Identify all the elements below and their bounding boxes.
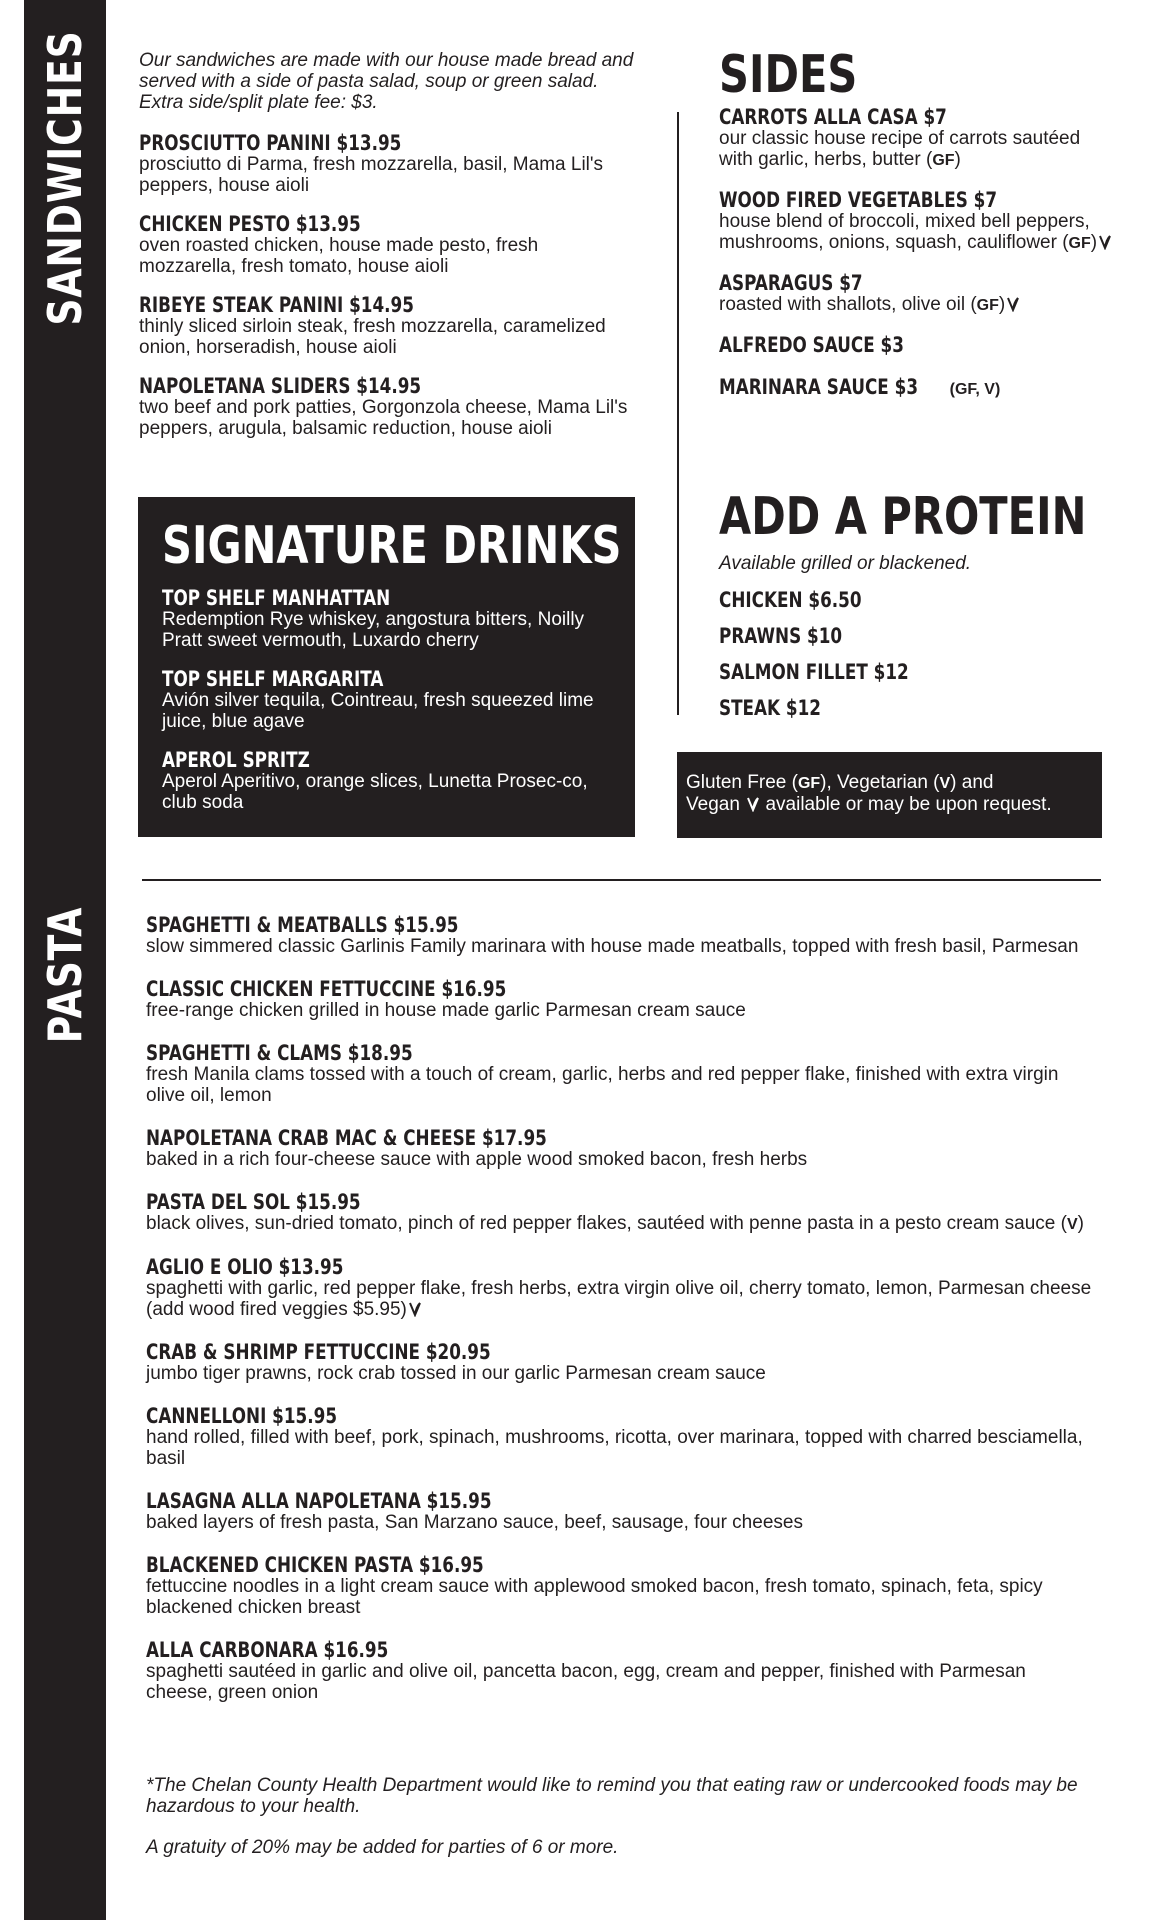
menu-item (139, 294, 639, 358)
menu-item (146, 1639, 1096, 1703)
item-title: BLACKENED CHICKEN PASTA $16.95 (146, 1553, 484, 1577)
item-title: CANNELLONI $15.95 (146, 1404, 338, 1428)
menu-item (146, 1405, 1096, 1469)
item-title: NAPOLETANA SLIDERS $14.95 (139, 374, 422, 398)
item-title: SPAGHETTI & CLAMS $18.95 (146, 1041, 413, 1065)
protein-item: STEAK $12 (719, 696, 821, 720)
vegan-leaf-icon (408, 1301, 422, 1317)
health-footnote: *The Chelan County Health Department would like to remind you that eating raw or undercooked foods may be hazardous to your health. (146, 1775, 1078, 1817)
sides-title: SIDES (719, 45, 858, 105)
sides-section (719, 46, 1119, 418)
item-title: APEROL SPRITZ (162, 748, 310, 772)
menu-item (146, 1127, 1096, 1170)
gf-tag: GF (797, 775, 821, 792)
protein-subtitle: Available grilled or blackened. (719, 553, 972, 574)
item-description: fresh Manila clams tossed with a touch of cream, garlic, herbs and red pepper flake, finished with extra virgin olive oil, lemon (146, 1064, 1059, 1106)
item-description: thinly sliced sirloin steak, fresh mozzarella, caramelized onion, horseradish, house aioli (139, 316, 606, 358)
protein-title: ADD A PROTEIN (719, 487, 1087, 547)
item-description: black olives, sun-dried tomato, pinch of red pepper flakes, sautéed with penne pasta in a pesto cream sauce (V) (146, 1213, 1084, 1234)
pasta-section (146, 914, 1096, 1724)
item-title: SPAGHETTI & MEATBALLS $15.95 (146, 913, 459, 937)
item-title: CARROTS ALLA CASA $7 (719, 105, 947, 129)
item-description: Avión silver tequila, Cointreau, fresh squeezed lime juice, blue agave (162, 690, 594, 732)
item-description: two beef and pork patties, Gorgonzola cheese, Mama Lil's peppers, arugula, balsamic reduction, house aioli (139, 397, 628, 439)
item-description: roasted with shallots, olive oil (GF) (719, 294, 1119, 316)
v-tag: V (939, 775, 951, 792)
drink-item (162, 587, 613, 651)
menu-item (139, 132, 639, 196)
vegan-leaf-icon (746, 796, 760, 812)
sauce-item: ALFREDO SAUCE $3 (719, 333, 904, 357)
item-title: AGLIO E OLIO $13.95 (146, 1255, 344, 1279)
item-title: CHICKEN PESTO $13.95 (139, 212, 361, 236)
gf-tag: GF (976, 297, 999, 314)
item-title: PASTA DEL SOL $15.95 (146, 1190, 361, 1214)
menu-item (146, 914, 1096, 957)
gf-tag: GF (932, 152, 955, 169)
item-title: CLASSIC CHICKEN FETTUCCINE $16.95 (146, 977, 507, 1001)
protein-item: SALMON FILLET $12 (719, 660, 909, 684)
item-title: NAPOLETANA CRAB MAC & CHEESE $17.95 (146, 1126, 547, 1150)
menu-item (146, 1554, 1096, 1618)
item-title: CRAB & SHRIMP FETTUCCINE $20.95 (146, 1340, 491, 1364)
protein-item: PRAWNS $10 (719, 624, 843, 648)
item-description: Aperol Aperitivo, orange slices, Lunetta Prosec-co, club soda (162, 771, 588, 813)
menu-item (146, 1341, 1096, 1384)
item-description: prosciutto di Parma, fresh mozzarella, basil, Mama Lil's peppers, house aioli (139, 154, 604, 196)
item-description: spaghetti sautéed in garlic and olive oil, pancetta bacon, egg, cream and pepper, finished with Parmesan cheese, green onion (146, 1661, 1026, 1703)
column-divider (677, 112, 679, 715)
gratuity-footnote: A gratuity of 20% may be added for parties of 6 or more. (146, 1837, 619, 1858)
sandwiches-section-label: SANDWICHES (38, 30, 92, 326)
menu-item (146, 1490, 1096, 1533)
menu-item (139, 375, 639, 439)
item-description: our classic house recipe of carrots sautéed with garlic, herbs, butter (GF) (719, 128, 1081, 170)
gf-v-tag: (GF, V) (949, 381, 1001, 398)
pasta-section-label: PASTA (38, 906, 92, 1044)
item-title: ALLA CARBONARA $16.95 (146, 1638, 389, 1662)
item-description: fettuccine noodles in a light cream sauce with applewood smoked bacon, fresh tomato, spinach, feta, spicy blackened chicken breast (146, 1576, 1043, 1618)
drinks-title: SIGNATURE DRINKS (162, 516, 622, 576)
item-title: TOP SHELF MANHATTAN (162, 586, 391, 610)
item-description: spaghetti with garlic, red pepper flake, fresh herbs, extra virgin olive oil, cherry tomato, lemon, Parmesan cheese (add wood fired veggies $5.95) (146, 1278, 1092, 1320)
item-title: WOOD FIRED VEGETABLES $7 (719, 188, 998, 212)
side-item (719, 272, 1119, 316)
menu-item (146, 1042, 1096, 1106)
drink-item (162, 668, 613, 732)
item-description: slow simmered classic Garlinis Family marinara with house made meatballs, topped with fresh basil, Parmesan (146, 936, 1079, 957)
side-item (719, 106, 1119, 171)
sauce-item: MARINARA SAUCE $3 (GF, V) (719, 375, 1001, 399)
item-description: baked layers of fresh pasta, San Marzano sauce, beef, sausage, four cheeses (146, 1512, 803, 1533)
item-description: house blend of broccoli, mixed bell peppers, mushrooms, onions, squash, cauliflower (GF) (719, 211, 1119, 254)
sandwiches-intro: Our sandwiches are made with our house made bread and served with a side of pasta salad, soup or green salad. Extra side/split plate fee: $3. (139, 50, 634, 113)
protein-item: CHICKEN $6.50 (719, 588, 862, 612)
section-divider (142, 879, 1101, 881)
dietary-notice: Gluten Free (GF), Vegetarian (V) and Vegan available or may be upon request. (677, 752, 1102, 838)
side-item (719, 189, 1119, 254)
menu-item (139, 213, 639, 277)
item-title: ASPARAGUS $7 (719, 271, 863, 295)
gf-tag: GF (1068, 235, 1091, 252)
item-description: jumbo tiger prawns, rock crab tossed in our garlic Parmesan cream sauce (146, 1363, 766, 1384)
drink-item (162, 749, 613, 813)
item-title: LASAGNA ALLA NAPOLETANA $15.95 (146, 1489, 492, 1513)
item-description: baked in a rich four-cheese sauce with apple wood smoked bacon, fresh herbs (146, 1149, 808, 1170)
item-title: PROSCIUTTO PANINI $13.95 (139, 131, 402, 155)
v-tag: V (1066, 1216, 1078, 1233)
item-description: Redemption Rye whiskey, angostura bitters, Noilly Pratt sweet vermouth, Luxardo cherry (162, 609, 585, 651)
menu-item (146, 1256, 1096, 1320)
menu-item (146, 1191, 1096, 1235)
item-title: RIBEYE STEAK PANINI $14.95 (139, 293, 414, 317)
item-description: hand rolled, filled with beef, pork, spinach, mushrooms, ricotta, over marinara, topped with charred besciamella, basil (146, 1427, 1083, 1469)
protein-section (719, 488, 1119, 732)
item-description: free-range chicken grilled in house made garlic Parmesan cream sauce (146, 1000, 746, 1021)
item-title: TOP SHELF MARGARITA (162, 667, 384, 691)
sandwiches-section (139, 50, 639, 456)
vegan-leaf-icon (1006, 296, 1020, 312)
menu-item (146, 978, 1096, 1021)
vegan-leaf-icon (1098, 234, 1112, 250)
item-description: oven roasted chicken, house made pesto, fresh mozzarella, fresh tomato, house aioli (139, 235, 539, 277)
signature-drinks-box (138, 497, 635, 837)
